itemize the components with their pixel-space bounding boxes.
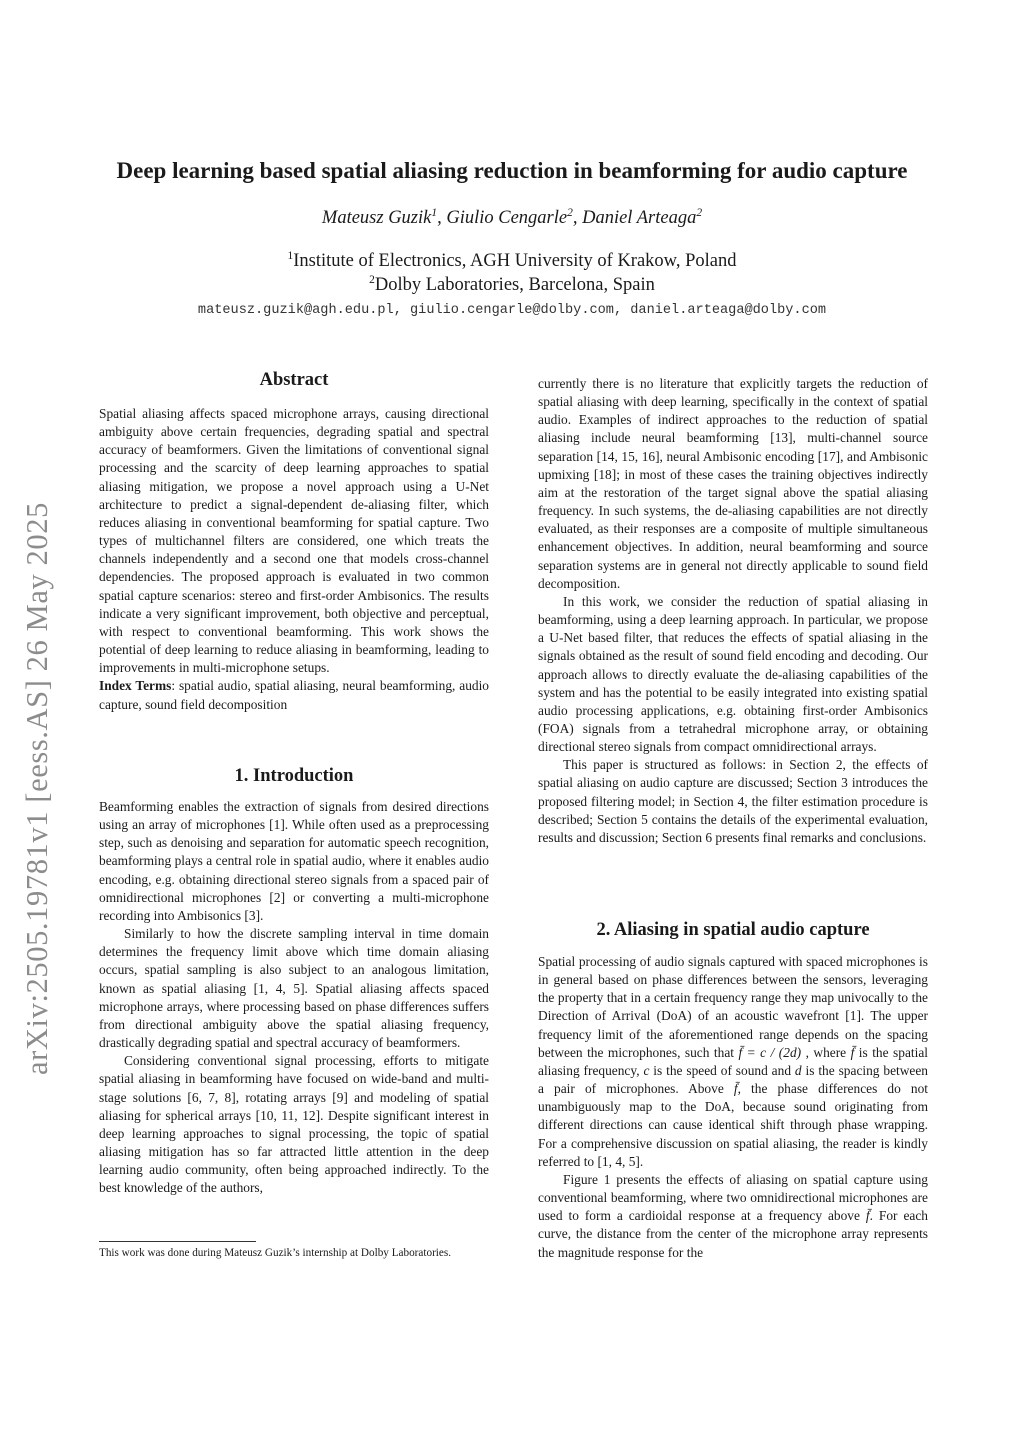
affiliation-text: Dolby Laboratories, Barcelona, Spain [374,275,655,295]
affiliation-text: Institute of Electronics, AGH University of Krakow, Poland [293,251,737,271]
paragraph: currently there is no literature that explicitly targets the reduction of spatial aliasing with deep learning, specifically in the context of spatial audio. Examples of indirect approaches to the reduction of spatial aliasing include neural beamforming [13], multi-channel source separation [14, 15, 16], neural Ambisonic encoding [17], and Ambisonic upmixing [18]; in most of these cases the training objectives indirectly aim at the restoration of the target signal above the spatial aliasing frequency. In such systems, the de-aliasing capabilities are not directly evaluated, as their responses are a composite of multiple simultaneous enhancement objectives. In addition, neural beamforming and source separation systems are in general not directly applicable to sound field decomposition. [538,376,928,591]
math-symbol: f̄ [733,1081,738,1097]
footnote: This work was done during Mateusz Guzik’s internship at Dolby Laboratories. [99,1247,452,1259]
text-run: is the spatial aliasing frequency, [538,1044,928,1078]
text-run: . For each curve, the distance from the center of the microphone array represents the magnitude response for the [538,1208,928,1260]
section-heading-introduction: 1. Introduction [234,766,354,786]
paragraph [538,1171,928,1262]
affiliation [0,251,1024,272]
math-symbol: f̄ [850,1044,855,1060]
author-emails: mateusz.guzik@agh.edu.pl, giulio.cengarle@dolby.com, daniel.arteaga@dolby.com [197,303,827,318]
paragraph: This paper is structured as follows: in Section 2, the effects of spatial aliasing on audio capture are discussed; Section 3 introduces the proposed filtering model; in Section 4, the filter estimation procedure is described; Section 5 contains the details of the experimental evaluation, results and discussion; Section 6 presents final remarks and conclusions. [538,757,928,845]
index-terms [99,677,489,713]
text-run: , the phase differences do not unambiguously map to the DoA, because sound originating from different directions can cause identical shift through phase wrapping. For a comprehensive discussion on spatial aliasing, the reader is kindly referred to [1, 4, 5]. [538,1081,928,1169]
abstract-text: Spatial aliasing affects spaced microphone arrays, causing directional ambiguity above certain frequencies, degrading spatial and spectral accuracy of beamformers. Given the limitations of conventional signal processing and the scarcity of deep learning approaches to spatial aliasing mitigation, we propose a novel approach using a U-Net architecture to predict a signal-dependent de-aliasing filter, which reduces aliasing in conventional beamforming for spatial capture. Two types of multichannel filters are considered, one which treats the channels independently and a second one that models cross-channel dependencies. The proposed approach is evaluated in two common spatial capture scenarios: stereo and first-order Ambisonics. The results indicate a very significant improvement, both objective and perceptual, with respect to conventional beamforming. This work shows the potential of deep learning to reduce aliasing in beamforming, leading to improvements in multi-microphone setups. [99,406,489,676]
section-heading-aliasing: 2. Aliasing in spatial audio capture [596,920,870,940]
abstract-body [99,405,489,714]
text-run: is the spacing between a pair of microphones. Above [538,1062,928,1097]
author-name: Mateusz Guzik [321,208,432,228]
author-affiliation-mark: 2 [696,206,703,219]
paragraph [538,953,928,1171]
affiliation [0,275,1024,296]
author-separator: , [572,208,583,228]
author-affiliation-mark: 1 [431,206,438,219]
text-run: , where [801,1044,851,1060]
arxiv-identifier: arXiv:2505.19781v1 [eess.AS] 26 May 2025 [20,502,54,1075]
math-symbol: f̄ [865,1208,870,1224]
paragraph: Beamforming enables the extraction of signals from desired directions using an array of microphones [1]. While often used as a preprocessing step, such as denoising and separation for automatic speech recognition, beamforming plays a central role in spatial audio, where it enables audio encoding, e.g. obtaining directional stereo signals from a spaced pair of omnidirectional microphones [2] or converting a multi-microphone recording into Ambisonics [3]. [99,799,489,923]
paragraph: Similarly to how the discrete sampling interval in time domain determines the frequency limit above which time domain aliasing occurs, spatial sampling is also subject to an analogous limitation, known as spatial aliasing [1, 4, 5]. Spatial aliasing affects spaced microphone arrays, where processing based on phase differences suffers from directional ambiguity above the spatial aliasing frequency, drastically degrading spatial and spectral accuracy of beamformers. [99,926,489,1051]
affiliation-number: 1 [287,249,294,262]
footnote-divider [99,1241,256,1242]
aliasing-section-body [538,953,928,1262]
introduction-body [99,798,489,1197]
index-terms-label: Index Terms [99,678,172,694]
author-affiliation-mark: 2 [567,206,573,219]
text-run: Spatial processing of audio signals captured with spaced microphones is in general based on phase differences between the sensors, leveraging the property that in a certain frequency range they map univocally to the Direction of Arrival (DoA) of an acoustic wavefront [1]. The upper frequency limit of the aforementioned range depends on the spacing between the microphones, such that [538,954,928,1060]
formula-aliasing-frequency: f̄ = c / (2d) [738,1044,802,1060]
author-separator: , [437,208,447,228]
author-name: Giulio Cengarle [446,208,568,228]
paper-title: Deep learning based spatial aliasing reduction in beamforming for audio capture [116,158,908,183]
math-symbol: d [794,1062,802,1078]
paragraph: Considering conventional signal processing, efforts to mitigate spatial aliasing in beamforming have focused on wide-band and multi-stage solutions [6, 7, 8], rotating arrays [9] and modeling of spatial aliasing for spherical arrays [10, 11, 12]. Despite significant interest in deep learning approaches to signal processing, the topic of spatial aliasing mitigation has so far attracted little attention in the deep learning audio community, often being approached indirectly. To the best knowledge of the authors, [99,1053,489,1196]
paragraph: In this work, we consider the reduction of spatial aliasing in beamforming, using a deep learning approach. In particular, we propose a U-Net based filter, that reduces the effects of spatial aliasing in the signals obtained as the result of sound field encoding and decoding. Our approach allows to directly evaluate the de-aliasing capabilities of the system and has the potential to be easily integrated into existing spatial audio processing applications, e.g. obtaining first-order Ambisonics (FOA) signals from a tetrahedral microphone array, or obtaining directional stereo signals from compact omnidirectional arrays. [538,593,928,755]
math-symbol: c [643,1062,650,1078]
text-run: Figure 1 presents the effects of aliasing on spatial capture using conventional beamforming, where two omnidirectional microphones are used to form a cardioidal response at a frequency above [538,1171,928,1224]
abstract-heading: Abstract [259,370,329,390]
affiliation-number: 2 [369,273,375,286]
author-list [0,208,1024,229]
author-name: Daniel Arteaga [582,208,697,228]
introduction-continued [538,375,928,847]
index-terms-text: : spatial audio, spatial aliasing, neural beamforming, audio capture, sound field decomposition [99,678,489,712]
text-run: is the speed of sound and [649,1062,795,1078]
